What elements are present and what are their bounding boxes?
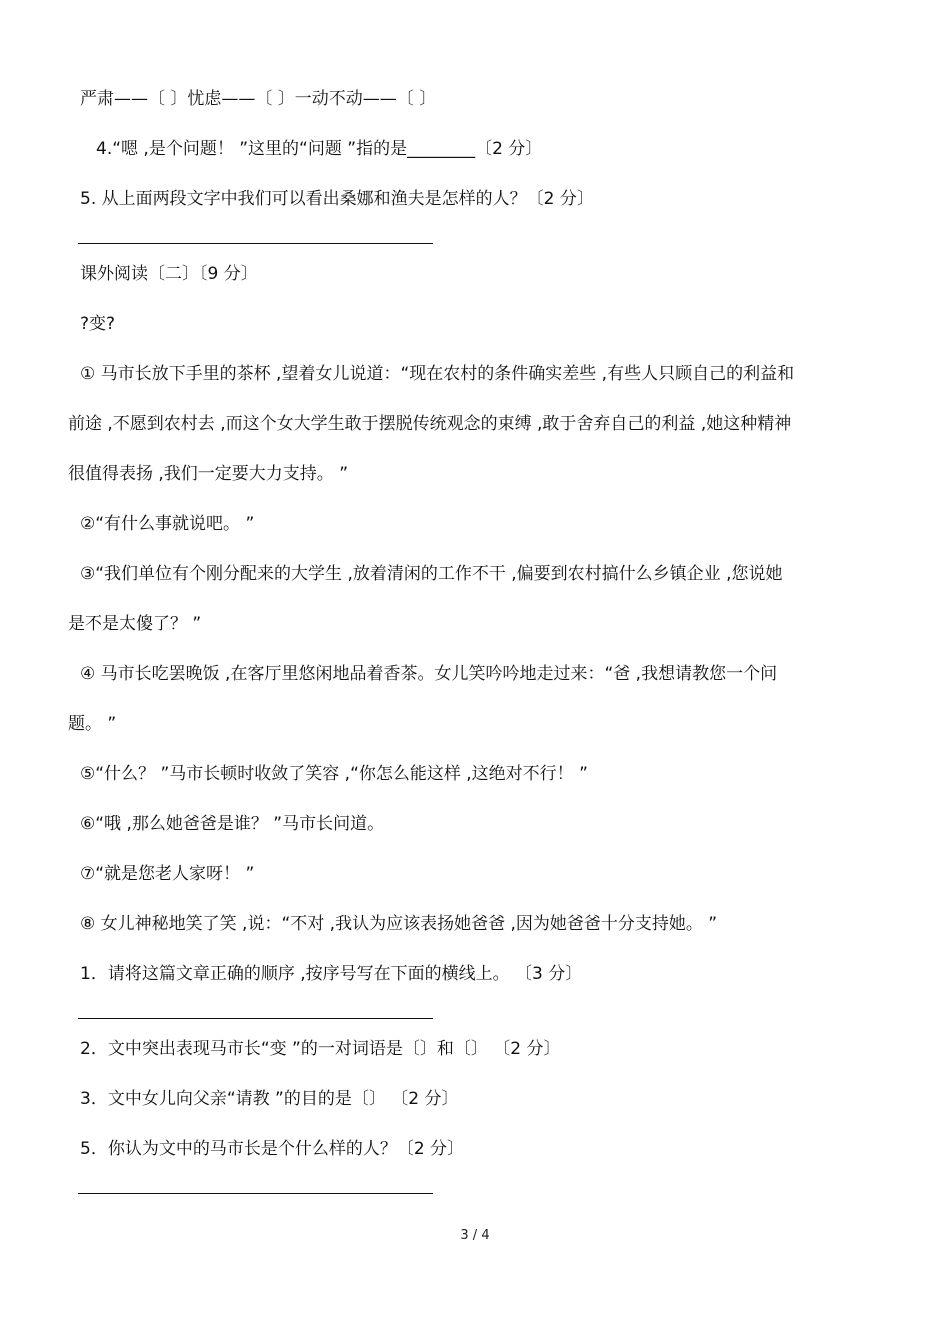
exercise-5: 5．你认为文中的马市长是个什么样的人？〔2 分〕 — [80, 1139, 465, 1159]
passage-paragraph-6: ⑥“哦 ,那么她爸爸是谁？ ”马市长问道。 — [80, 814, 385, 834]
passage-title: ?变? — [80, 314, 116, 334]
passage-paragraph-3: ③“我们单位有个刚分配来的大学生 ,放着清闲的工作不干 ,偏要到农村搞什么乡镇企业 ,您说她 — [80, 564, 783, 584]
exercise-2: 2．文中突出表现马市长“变 ”的一对词语是〔〕和〔〕 〔2 分〕 — [80, 1039, 561, 1059]
answer-line — [78, 1193, 433, 1194]
passage-paragraph-8: ⑧ 女儿神秘地笑了笑 ,说：“不对 ,我认为应该表扬她爸爸 ,因为她爸爸十分支持她。 ” — [80, 914, 718, 934]
exercise-1: 1．请将这篇文章正确的顺序 ,按序号写在下面的横线上。 〔3 分〕 — [80, 964, 583, 984]
passage-paragraph-1-cont: 前途 ,不愿到农村去 ,而这个女大学生敢于摆脱传统观念的束缚 ,敢于舍弃自己的利益 ,她这种精神 — [68, 414, 792, 434]
page-number: 3 / 4 — [460, 1228, 490, 1243]
passage-paragraph-1: ① 马市长放下手里的茶杯 ,望着女儿说道：“现在农村的条件确实差些 ,有些人只顾自己的利益和 — [80, 364, 795, 384]
exercise-3: 3．文中女儿向父亲“请教 ”的目的是〔〕 〔2 分〕 — [80, 1089, 459, 1109]
antonym-fill-line: 严肃——〔 〕忧虑——〔 〕一动不动——〔 〕 — [80, 89, 437, 109]
question-5: 5. 从上面两段文字中我们可以看出桑娜和渔夫是怎样的人？〔2 分〕 — [80, 189, 594, 209]
passage-paragraph-4: ④ 马市长吃罢晚饭 ,在客厅里悠闲地品着香茶。女儿笑吟吟地走过来：“爸 ,我想请教您一个问 — [80, 664, 778, 684]
passage-paragraph-7: ⑦“就是您老人家呀！ ” — [80, 864, 255, 884]
passage-paragraph-2: ②“有什么事就说吧。 ” — [80, 514, 255, 534]
section-heading: 课外阅读〔二〕〔9 分〕 — [80, 264, 258, 284]
passage-paragraph-5: ⑤“什么？ ”马市长顿时收敛了笑容 ,“你怎么能这样 ,这绝对不行！ ” — [80, 764, 588, 784]
passage-paragraph-3-cont: 是不是太傻了？ ” — [68, 614, 202, 634]
question-4: 4.“嗯 ,是个问题！ ”这里的“问题 ”指的是________〔2 分〕 — [96, 139, 543, 159]
passage-paragraph-4-cont: 题。 ” — [68, 714, 117, 734]
answer-line — [78, 1018, 433, 1019]
passage-paragraph-1-cont: 很值得表扬 ,我们一定要大力支持。 ” — [68, 464, 349, 484]
answer-line — [78, 243, 433, 244]
